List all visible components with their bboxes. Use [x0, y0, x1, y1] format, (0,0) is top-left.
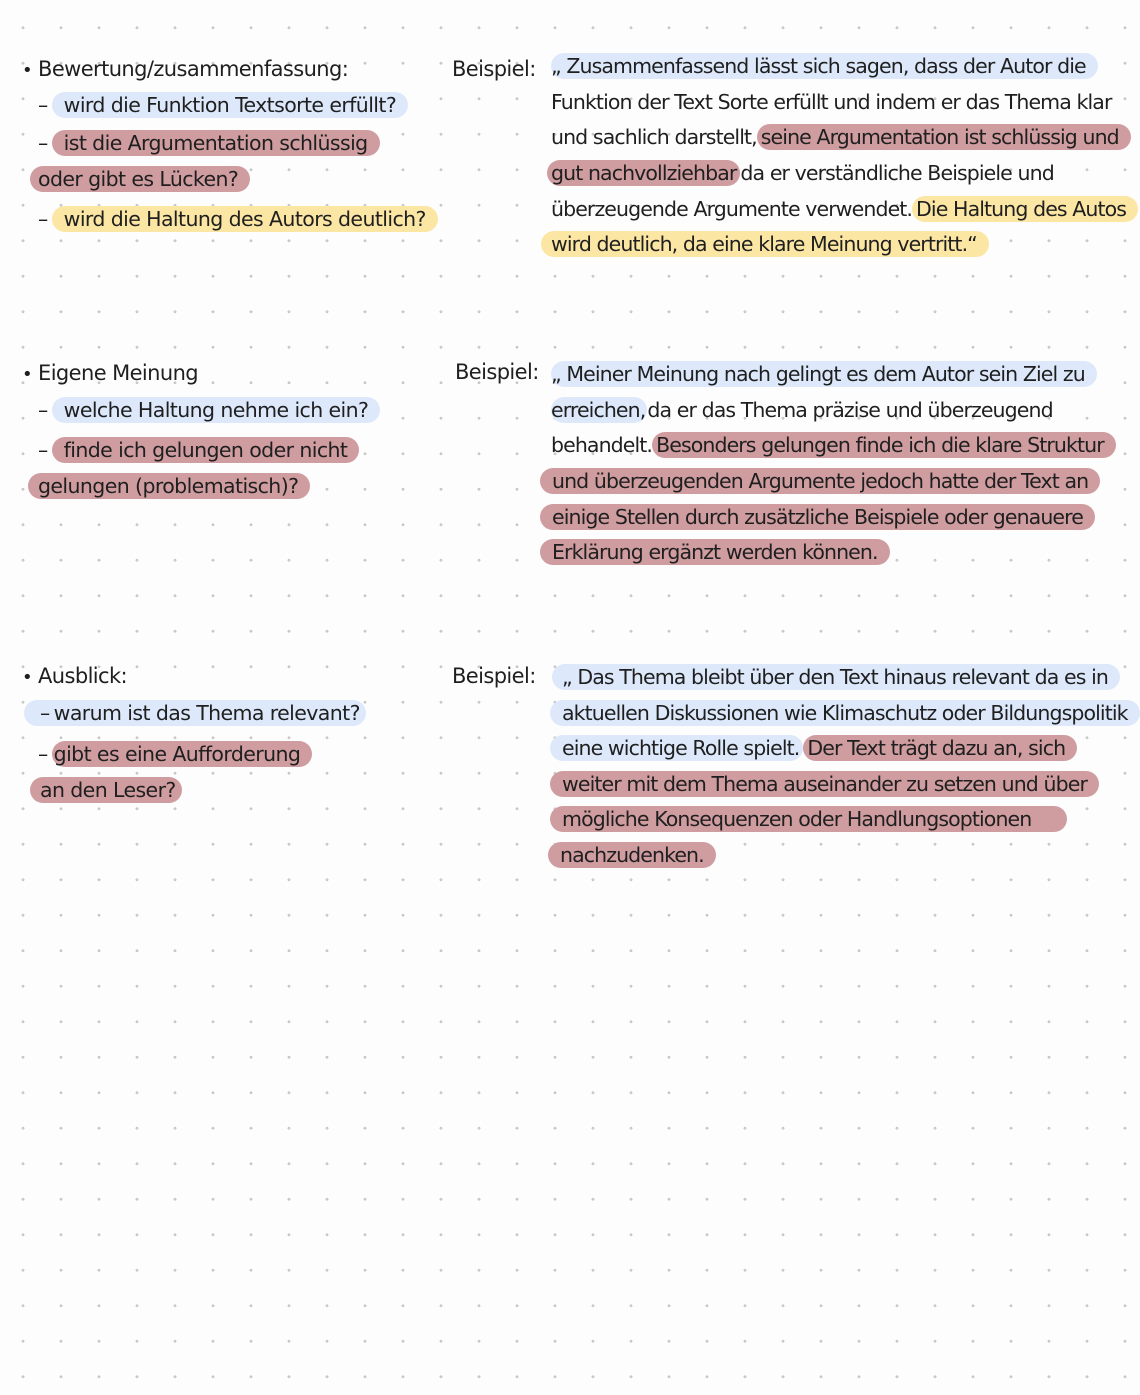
example-line: erreichen,da er das Thema präzise und überzeugend: [551, 398, 1053, 422]
example-line: einige Stellen durch zusätzliche Beispiele oder genauere: [540, 501, 1095, 533]
example-line: eine wichtige Rolle spielt. Der Text trägt dazu an, sich: [550, 732, 1077, 764]
example-label: Beispiel:: [452, 57, 536, 81]
example-line: und sachlich darstellt, seine Argumentation ist schlüssig und: [551, 121, 1131, 153]
bullet-icon: •: [22, 364, 33, 385]
example-line: nachzudenken.: [548, 839, 716, 871]
example-label: Beispiel:: [455, 360, 539, 384]
example-line: Erklärung ergänzt werden können.: [540, 536, 890, 568]
question-line: gelungen (problematisch)?: [28, 470, 310, 502]
question-line: – welche Haltung nehme ich ein?: [38, 394, 380, 426]
example-line: überzeugende Argumente verwendet. Die Haltung des Autos: [551, 193, 1138, 225]
example-line: aktuellen Diskussionen wie Klimaschutz oder Bildungspolitik: [550, 697, 1140, 729]
example-line: mögliche Konsequenzen oder Handlungsoptionen: [550, 803, 1067, 835]
question-line: oder gibt es Lücken?: [30, 163, 250, 195]
example-label: Beispiel:: [452, 664, 536, 688]
question-line: – gibt es eine Aufforderung: [38, 738, 312, 770]
question-line: – warum ist das Thema relevant?: [24, 697, 366, 729]
section-heading: • Eigene Meinung: [22, 361, 199, 385]
section-heading: • Bewertung/zusammenfassung:: [22, 57, 349, 81]
question-line: – finde ich gelungen oder nicht: [38, 434, 359, 466]
bullet-icon: •: [22, 667, 33, 688]
example-line: wird deutlich, da eine klare Meinung vertritt.“: [541, 228, 989, 260]
example-line: weiter mit dem Thema auseinander zu setzen und über: [550, 768, 1099, 800]
section-heading: • Ausblick:: [22, 664, 128, 688]
question-line: – wird die Funktion Textsorte erfüllt?: [38, 89, 408, 121]
example-line: behandelt. Besonders gelungen finde ich die klare Struktur: [551, 429, 1116, 461]
bullet-icon: •: [22, 60, 33, 81]
question-line: – ist die Argumentation schlüssig: [38, 127, 380, 159]
example-line: gut nachvollziehbar da er verständliche Beispiele und: [547, 157, 1054, 189]
example-line: Funktion der Text Sorte erfüllt und indem er das Thema klar: [551, 90, 1112, 114]
example-line: „ Das Thema bleibt über den Text hinaus relevant da es in: [552, 661, 1120, 693]
example-line: und überzeugenden Argumente jedoch hatte der Text an: [540, 465, 1100, 497]
example-line: „ Meiner Meinung nach gelingt es dem Autor sein Ziel zu: [551, 358, 1097, 390]
question-line: an den Leser?: [30, 774, 182, 806]
example-line: „ Zusammenfassend lässt sich sagen, dass der Autor die: [551, 50, 1098, 82]
question-line: – wird die Haltung des Autors deutlich?: [38, 203, 438, 235]
